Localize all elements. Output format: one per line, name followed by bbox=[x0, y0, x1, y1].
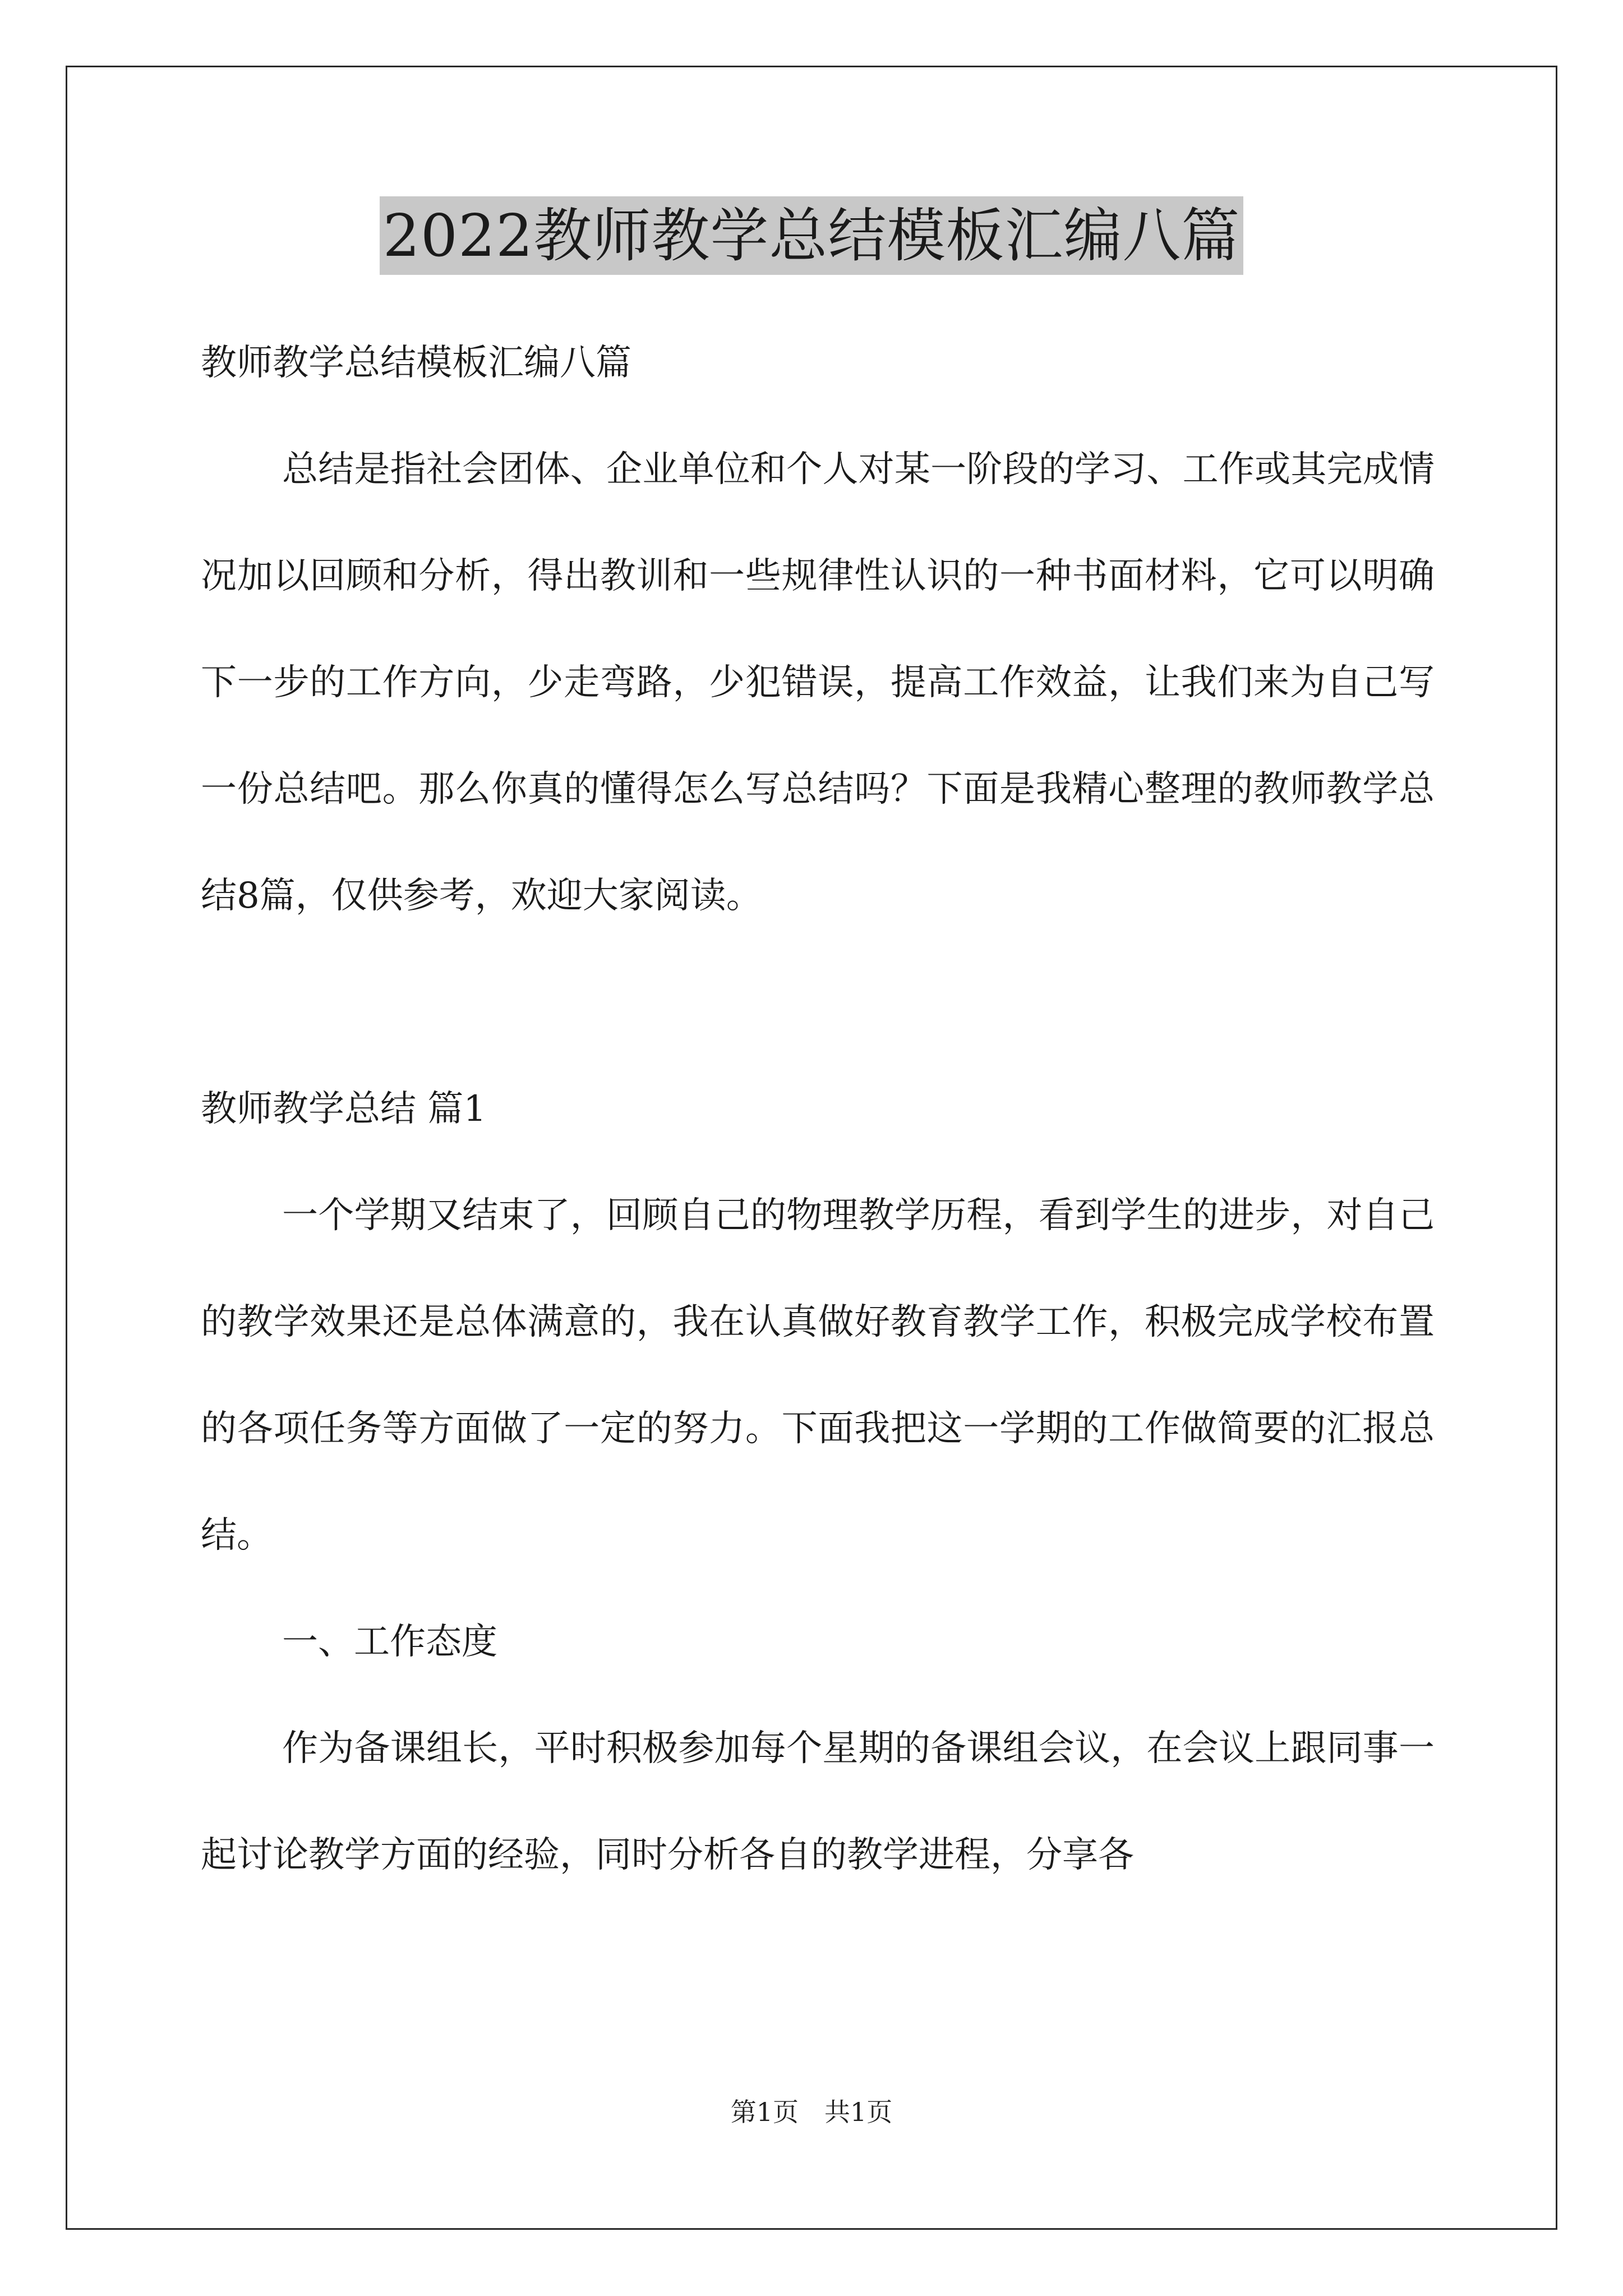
intro-paragraph: 总结是指社会团体、企业单位和个人对某一阶段的学习、工作或其完成情况加以回顾和分析，得出教训和一些规律性认识的一种书面材料，它可以明确下一步的工作方向，少走弯路，少犯错误，提高工作效益，让我们来为自己写一份总结吧。那么你真的懂得怎么写总结吗？下面是我精心整理的教师教学总结8篇，仅供参考，欢迎大家阅读。 bbox=[201, 449, 1435, 917]
subsection-heading: 一、工作态度 bbox=[282, 1621, 497, 1663]
document-subtitle: 教师教学总结模板汇编八篇 bbox=[201, 342, 631, 384]
section-gap bbox=[201, 949, 1435, 1056]
title-container bbox=[0, 196, 1623, 275]
body-paragraph: 作为备课组长，平时积极参加每个星期的备课组会议，在会议上跟同事一起讨论教学方面的经验，同时分析各自的教学进程，分享各 bbox=[201, 1728, 1435, 1876]
document-body bbox=[201, 310, 1435, 1908]
body-paragraph: 一个学期又结束了，回顾自己的物理教学历程，看到学生的进步，对自己的教学效果还是总体满意的，我在认真做好教育教学工作，积极完成学校布置的各项任务等方面做了一定的努力。下面我把这一学期的工作做简要的汇报总结。 bbox=[201, 1195, 1435, 1556]
document-title: 2022教师教学总结模板汇编八篇 bbox=[380, 196, 1244, 275]
page-footer: 第1页 共1页 bbox=[730, 2097, 893, 2127]
section-heading: 教师教学总结 篇1 bbox=[201, 1088, 487, 1130]
